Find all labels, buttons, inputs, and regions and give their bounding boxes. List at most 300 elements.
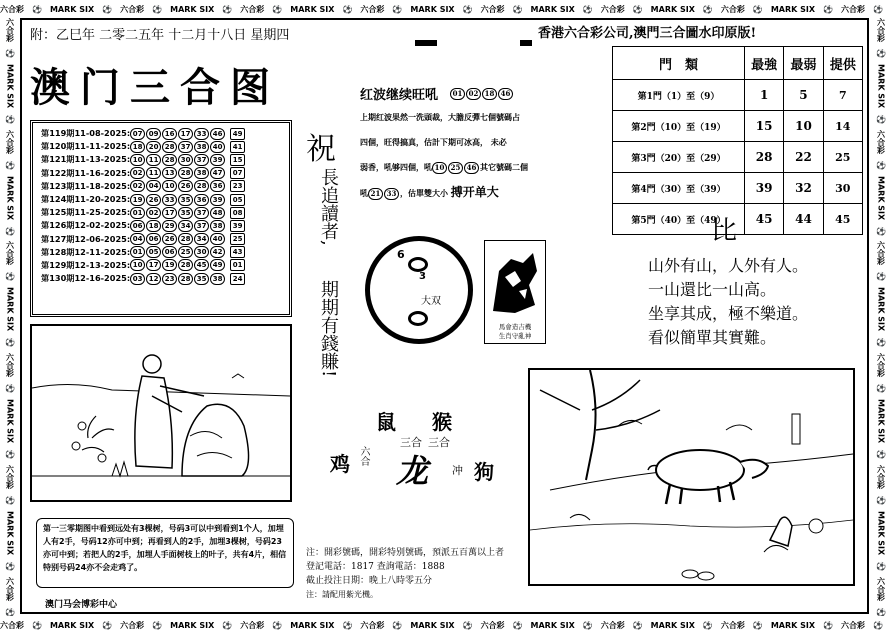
- history-number-ball: 11: [146, 154, 161, 166]
- frame-logo-text: 六合彩: [876, 129, 886, 154]
- frame-logo-text: 六合彩: [0, 621, 24, 630]
- hint-text-2: 四個，旺得搞真，估計下期可冰高， 未必: [360, 137, 507, 147]
- frame-logo-text: 六合彩: [480, 621, 505, 630]
- history-number-ball: 17: [162, 207, 177, 219]
- pig-scene-image: [530, 370, 853, 584]
- frame-logo-text: 六合彩: [120, 4, 145, 14]
- poem-line: 山外有山，人外有人。: [648, 256, 809, 275]
- history-row: [41, 219, 246, 232]
- football-icon: ⚽: [5, 560, 15, 571]
- football-icon: ⚽: [876, 159, 886, 170]
- history-number-ball: 49: [210, 259, 225, 271]
- history-period: 第122期11-16-2025:: [41, 167, 131, 178]
- football-icon: ⚽: [5, 449, 15, 459]
- football-icon: ⚽: [5, 337, 15, 348]
- history-number-ball: 38: [210, 273, 225, 285]
- football-icon: ⚽: [5, 606, 15, 616]
- frame-logo-text: 六合彩: [5, 464, 15, 489]
- frame-brand-text: MARK SIX: [650, 621, 695, 630]
- history-number-ball: 36: [210, 180, 225, 192]
- frame-brand-text: MARK SIX: [876, 63, 886, 108]
- history-special: [226, 127, 246, 140]
- football-icon: ⚽: [872, 621, 883, 630]
- circle-label: 大双: [421, 296, 441, 307]
- football-icon: ⚽: [5, 48, 15, 58]
- frame-logo-text: 六合彩: [120, 621, 145, 630]
- history-period: 第126期12-02-2025:: [41, 220, 131, 231]
- history-number-ball: 36: [194, 194, 209, 206]
- door-strong: 28: [744, 142, 783, 173]
- door-table-row: [613, 111, 863, 142]
- history-row: [41, 233, 246, 246]
- left-frame-band: [0, 18, 20, 616]
- history-number-ball: 33: [194, 128, 209, 140]
- history-number-ball: 35: [178, 207, 193, 219]
- history-number-ball: 37: [194, 220, 209, 232]
- history-number-ball: 40: [210, 233, 225, 245]
- zodiac-chong: 冲: [452, 464, 463, 477]
- football-icon: ⚽: [632, 621, 643, 630]
- hint-number-ball: 33: [384, 188, 399, 200]
- date-line: 附：乙巳年 二零二五年 十二月十八日 星期四: [30, 28, 290, 43]
- history-row: [41, 153, 246, 166]
- frame-logo-text: 六合彩: [240, 621, 265, 630]
- history-number-ball: 06: [162, 246, 177, 258]
- history-number-ball: 17: [178, 128, 193, 140]
- history-row: [41, 206, 246, 219]
- door-offer: 14: [823, 111, 862, 142]
- frame-brand-text: MARK SIX: [876, 175, 886, 220]
- frame-brand-text: MARK SIX: [770, 621, 816, 630]
- frame-logo-text: 六合彩: [840, 4, 865, 14]
- football-icon: ⚽: [582, 621, 593, 630]
- football-icon: ⚽: [102, 621, 113, 630]
- history-special-number: 05: [230, 194, 245, 206]
- notes-block: [306, 546, 504, 602]
- history-special: [226, 233, 246, 246]
- history-number-ball: 42: [210, 246, 225, 258]
- right-frame-band: [871, 18, 891, 616]
- history-row: [41, 246, 246, 259]
- football-icon: ⚽: [876, 337, 886, 348]
- football-icon: ⚽: [876, 48, 886, 58]
- door-offer: 25: [823, 142, 862, 173]
- door-strong: 1: [744, 80, 783, 111]
- history-special-number: 15: [230, 154, 245, 166]
- frame-logo-text: 六合彩: [5, 129, 15, 154]
- poem-title: 比: [711, 216, 738, 246]
- history-period: 第119期11-08-2025:: [41, 128, 131, 139]
- history-table: [30, 120, 292, 317]
- pig-illustration: [528, 368, 855, 586]
- history-number-ball: 28: [162, 154, 177, 166]
- football-icon: ⚽: [702, 4, 713, 14]
- history-row: [41, 180, 246, 193]
- frame-brand-text: MARK SIX: [530, 4, 575, 14]
- history-number-ball: 37: [194, 207, 209, 219]
- history-row: [41, 127, 246, 140]
- football-icon: ⚽: [32, 621, 42, 630]
- football-icon: ⚽: [102, 4, 113, 14]
- history-number-ball: 18: [146, 220, 161, 232]
- frame-logo-text: 六合彩: [876, 464, 886, 489]
- riddle-text-box: [36, 518, 294, 588]
- circle-diagram: [365, 236, 473, 344]
- frame-brand-text: MARK SIX: [876, 287, 886, 332]
- history-number-ball: 04: [130, 233, 145, 245]
- history-special: [226, 219, 246, 232]
- history-special: [226, 259, 246, 272]
- football-icon: ⚽: [152, 621, 163, 630]
- door-label: 第5門（40）至（49）: [613, 204, 745, 235]
- football-icon: ⚽: [876, 449, 886, 459]
- history-number-ball: 28: [194, 180, 209, 192]
- history-number-ball: 19: [130, 194, 145, 206]
- history-number-ball: 06: [146, 233, 161, 245]
- hint-title-ball: 01: [450, 88, 465, 100]
- football-icon: ⚽: [222, 621, 233, 630]
- history-number-ball: 38: [194, 141, 209, 153]
- football-icon: ⚽: [5, 159, 15, 170]
- history-number-ball: 28: [178, 233, 193, 245]
- football-icon: ⚽: [222, 4, 233, 14]
- frame-logo-text: 六合彩: [876, 18, 886, 42]
- door-weak: 32: [784, 173, 823, 204]
- zodiac-six-he: 六合: [358, 446, 369, 466]
- door-strong: 45: [744, 204, 783, 235]
- history-special-number: 25: [230, 233, 245, 245]
- seal-box: [484, 240, 546, 344]
- history-period: 第120期11-11-2025:: [41, 141, 131, 152]
- history-period: 第121期11-13-2025:: [41, 154, 131, 165]
- football-icon: ⚽: [5, 113, 15, 124]
- circle-number-2: 3: [419, 271, 426, 282]
- frame-brand-text: MARK SIX: [650, 4, 695, 14]
- history-number-ball: 09: [146, 128, 161, 140]
- frame-logo-text: 六合彩: [480, 4, 505, 14]
- door-table-row: [613, 80, 863, 111]
- frame-brand-text: MARK SIX: [290, 4, 335, 14]
- riddle-illustration: [30, 324, 292, 502]
- football-icon: ⚽: [392, 4, 403, 14]
- frame-logo-text: 六合彩: [5, 18, 15, 42]
- note-line-4: 注：請配用紫光機。: [306, 590, 378, 599]
- football-icon: ⚽: [462, 4, 473, 14]
- company-line: 香港六合彩公司,澳門三合圖水印原版!: [538, 26, 757, 41]
- history-number-ball: 16: [162, 128, 177, 140]
- history-special: [226, 206, 246, 219]
- history-special-number: 23: [230, 180, 245, 192]
- history-special-number: 43: [230, 246, 245, 258]
- football-icon: ⚽: [272, 4, 283, 14]
- football-icon: ⚽: [342, 4, 353, 14]
- history-period: 第127期12-06-2025:: [41, 233, 131, 244]
- history-number-ball: 28: [162, 141, 177, 153]
- history-special-number: 08: [230, 207, 245, 219]
- football-icon: ⚽: [632, 4, 643, 14]
- history-number-ball: 34: [178, 220, 193, 232]
- door-header-cell: 最弱: [784, 47, 823, 80]
- door-offer: 45: [823, 204, 862, 235]
- football-icon: ⚽: [32, 4, 42, 14]
- circle-dot-top: [408, 257, 428, 272]
- history-special: [226, 272, 246, 285]
- history-number-ball: 07: [130, 128, 145, 140]
- door-label: 第3門（20）至（29）: [613, 142, 745, 173]
- football-icon: ⚽: [752, 621, 763, 630]
- football-icon: ⚽: [5, 494, 15, 505]
- history-number-ball: 37: [194, 154, 209, 166]
- history-row: [41, 193, 246, 206]
- history-period: 第128期12-11-2025:: [41, 246, 131, 257]
- history-number-ball: 01: [130, 207, 145, 219]
- history-numbers: [130, 219, 226, 232]
- hint-block: [360, 84, 605, 206]
- history-numbers: [130, 180, 226, 193]
- history-number-ball: 12: [146, 273, 161, 285]
- football-icon: ⚽: [392, 621, 403, 630]
- main-title: 澳门三合图: [30, 65, 280, 111]
- poem-line: 一山還比一山高。: [648, 280, 777, 299]
- football-icon: ⚽: [876, 113, 886, 124]
- hint-title-ball: 46: [498, 88, 513, 100]
- history-numbers: [130, 167, 226, 180]
- hint-number-ball: 25: [448, 162, 463, 174]
- football-icon: ⚽: [512, 4, 523, 14]
- frame-logo-text: 六合彩: [720, 4, 745, 14]
- frame-brand-text: MARK SIX: [170, 621, 215, 630]
- football-icon: ⚽: [876, 494, 886, 505]
- frame-brand-text: MARK SIX: [410, 4, 455, 14]
- zodiac-rat: 鼠: [376, 410, 396, 434]
- football-icon: ⚽: [582, 4, 593, 14]
- history-number-ball: 06: [130, 220, 145, 232]
- history-number-ball: 25: [178, 246, 193, 258]
- frame-brand-text: MARK SIX: [5, 63, 15, 108]
- football-icon: ⚽: [5, 225, 15, 236]
- frame-logo-text: 六合彩: [600, 621, 625, 630]
- history-period: 第125期11-25-2025:: [41, 207, 131, 218]
- history-number-ball: 30: [194, 246, 209, 258]
- door-header-cell: 門 類: [613, 47, 745, 80]
- frame-brand-text: MARK SIX: [290, 621, 335, 630]
- zodiac-dog: 狗: [474, 460, 494, 484]
- frame-brand-text: MARK SIX: [770, 4, 816, 14]
- hint-text-3: 弱香，吼够四個，吼 10 25 46 其它號碼二個: [360, 162, 528, 172]
- frame-brand-text: MARK SIX: [410, 621, 455, 630]
- history-special-number: 24: [230, 273, 245, 285]
- history-period: 第123期11-18-2025:: [41, 180, 131, 191]
- hint-number-ball: 21: [368, 188, 383, 200]
- history-number-ball: 03: [130, 273, 145, 285]
- frame-logo-text: 六合彩: [876, 353, 886, 378]
- history-number-ball: 34: [194, 233, 209, 245]
- football-icon: ⚽: [823, 4, 833, 14]
- history-number-ball: 11: [146, 167, 161, 179]
- hint-title-ball: 18: [482, 88, 497, 100]
- frame-logo-text: 六合彩: [840, 621, 865, 630]
- door-label: 第2門（10）至（19）: [613, 111, 745, 142]
- history-number-ball: 10: [162, 180, 177, 192]
- history-number-ball: 30: [178, 154, 193, 166]
- history-special-number: 39: [230, 220, 245, 232]
- history-number-ball: 48: [210, 207, 225, 219]
- history-number-ball: 19: [162, 259, 177, 271]
- zodiac-monkey: 猴: [432, 410, 452, 434]
- history-number-ball: 35: [178, 194, 193, 206]
- door-table-row: [613, 173, 863, 204]
- football-icon: ⚽: [752, 4, 763, 14]
- history-number-ball: 02: [130, 167, 145, 179]
- history-number-ball: 04: [146, 180, 161, 192]
- history-number-ball: 39: [210, 154, 225, 166]
- frame-brand-text: MARK SIX: [170, 4, 215, 14]
- door-header-cell: 最強: [744, 47, 783, 80]
- history-number-ball: 26: [162, 233, 177, 245]
- history-row: [41, 140, 246, 153]
- frame-logo-text: 六合彩: [5, 576, 15, 601]
- history-numbers: [130, 153, 226, 166]
- footer-center: 澳门马会博彩中心: [45, 600, 118, 610]
- history-numbers: [130, 259, 226, 272]
- frame-logo-text: 六合彩: [876, 576, 886, 601]
- frame-brand-text: MARK SIX: [5, 175, 15, 220]
- circle-number-1: 6: [397, 248, 405, 261]
- history-special: [226, 246, 246, 259]
- door-table-row: [613, 204, 863, 235]
- door-header-cell: 提供: [823, 47, 862, 80]
- history-special: [226, 180, 246, 193]
- history-special: [226, 140, 246, 153]
- poem-line: 坐享其成，極不樂道。: [648, 304, 809, 323]
- door-strong: 39: [744, 173, 783, 204]
- history-row: [41, 259, 246, 272]
- history-number-ball: 28: [178, 273, 193, 285]
- hint-conclusion: 搏开单大: [450, 185, 499, 199]
- frame-logo-text: 六合彩: [5, 241, 15, 266]
- man-and-trees-image: [32, 326, 290, 500]
- hint-title: 红波继续旺吼: [360, 88, 439, 103]
- frame-logo-text: 六合彩: [0, 4, 24, 14]
- history-number-ball: 20: [146, 141, 161, 153]
- zodiac-three-he-1: 三合: [400, 436, 422, 449]
- history-number-ball: 40: [210, 141, 225, 153]
- frame-logo-text: 六合彩: [720, 621, 745, 630]
- frame-brand-text: MARK SIX: [876, 398, 886, 444]
- zodiac-dragon: 龙: [396, 452, 429, 490]
- history-number-ball: 46: [210, 128, 225, 140]
- frame-brand-text: MARK SIX: [5, 398, 15, 444]
- history-number-ball: 33: [162, 194, 177, 206]
- history-number-ball: 01: [130, 246, 145, 258]
- history-number-ball: 39: [210, 194, 225, 206]
- history-special: [226, 193, 246, 206]
- hint-text-1: 上期红波果然一洗頭裁，大膽反彈七個號碼占: [360, 112, 520, 122]
- door-weak: 22: [784, 142, 823, 173]
- frame-logo-text: 六合彩: [600, 4, 625, 14]
- history-numbers: [130, 246, 226, 259]
- football-icon: ⚽: [272, 621, 283, 630]
- football-icon: ⚽: [5, 271, 15, 282]
- history-special: [226, 167, 246, 180]
- football-icon: ⚽: [342, 621, 353, 630]
- history-period: 第129期12-13-2025:: [41, 259, 131, 270]
- frame-logo-text: 六合彩: [5, 353, 15, 378]
- riddle-text: 第一三零期图中看到远处有3棵树，号码3可以中到看到1个人，加埋人有2手，号码12亦可中到；再看到人的2手，加埋3棵树，号码23亦可中到；若把人的2手，加埋人手面树枝上的叶子，共有4片，相信特别号码24亦不会走鸡了。: [43, 524, 287, 572]
- frame-logo-text: 六合彩: [360, 4, 385, 14]
- football-icon: ⚽: [702, 621, 713, 630]
- history-special-number: 07: [230, 167, 245, 179]
- history-period: 第124期11-20-2025:: [41, 194, 131, 205]
- greeting-char: 祝: [306, 132, 336, 167]
- door-label: 第1門（1）至（9）: [613, 80, 745, 111]
- history-number-ball: 02: [146, 207, 161, 219]
- history-number-ball: 29: [162, 220, 177, 232]
- football-icon: ⚽: [876, 560, 886, 571]
- history-numbers: [130, 140, 226, 153]
- door-table-header: [613, 47, 863, 80]
- circle-dot-bottom: [408, 311, 428, 326]
- history-number-ball: 37: [178, 141, 193, 153]
- history-number-ball: 26: [178, 180, 193, 192]
- history-special-number: 41: [230, 141, 245, 153]
- football-icon: ⚽: [462, 621, 473, 630]
- hint-title-nums: [450, 86, 514, 101]
- history-number-ball: 23: [162, 273, 177, 285]
- football-icon: ⚽: [823, 621, 833, 630]
- history-number-ball: 28: [178, 167, 193, 179]
- note-line-2: 登記電話：1817 查詢電話：1888: [306, 562, 445, 572]
- football-icon: ⚽: [872, 4, 883, 14]
- history-number-ball: 05: [146, 246, 161, 258]
- frame-brand-text: MARK SIX: [876, 510, 886, 555]
- history-number-ball: 35: [194, 273, 209, 285]
- hint-number-ball: 46: [464, 162, 479, 174]
- frame-logo-text: 六合彩: [360, 621, 385, 630]
- frame-logo-text: 六合彩: [876, 241, 886, 266]
- football-icon: ⚽: [152, 4, 163, 14]
- history-number-ball: 02: [130, 180, 145, 192]
- hint-title-ball: 02: [466, 88, 481, 100]
- door-weak: 44: [784, 204, 823, 235]
- history-number-ball: 47: [210, 167, 225, 179]
- header-mark-left: [415, 40, 437, 46]
- history-special-number: 01: [230, 259, 245, 271]
- history-number-ball: 38: [210, 220, 225, 232]
- door-label: 第4門（30）至（39）: [613, 173, 745, 204]
- door-weak: 10: [784, 111, 823, 142]
- door-table: [612, 46, 863, 235]
- frame-brand-text: MARK SIX: [49, 4, 95, 14]
- history-special-number: 49: [230, 128, 245, 140]
- football-icon: ⚽: [876, 271, 886, 282]
- frame-brand-text: MARK SIX: [530, 621, 575, 630]
- header-mark-right: [520, 40, 532, 46]
- history-special: [226, 153, 246, 166]
- history-number-ball: 18: [130, 141, 145, 153]
- football-icon: ⚽: [876, 383, 886, 393]
- door-table-row: [613, 142, 863, 173]
- top-frame-band: [0, 0, 891, 18]
- history-numbers: [130, 272, 226, 285]
- football-icon: ⚽: [876, 606, 886, 616]
- history-number-ball: 38: [194, 167, 209, 179]
- history-row: [41, 167, 246, 180]
- history-number-ball: 28: [178, 259, 193, 271]
- history-number-ball: 17: [146, 259, 161, 271]
- zodiac-chicken: 鸡: [330, 452, 350, 476]
- frame-logo-text: 六合彩: [240, 4, 265, 14]
